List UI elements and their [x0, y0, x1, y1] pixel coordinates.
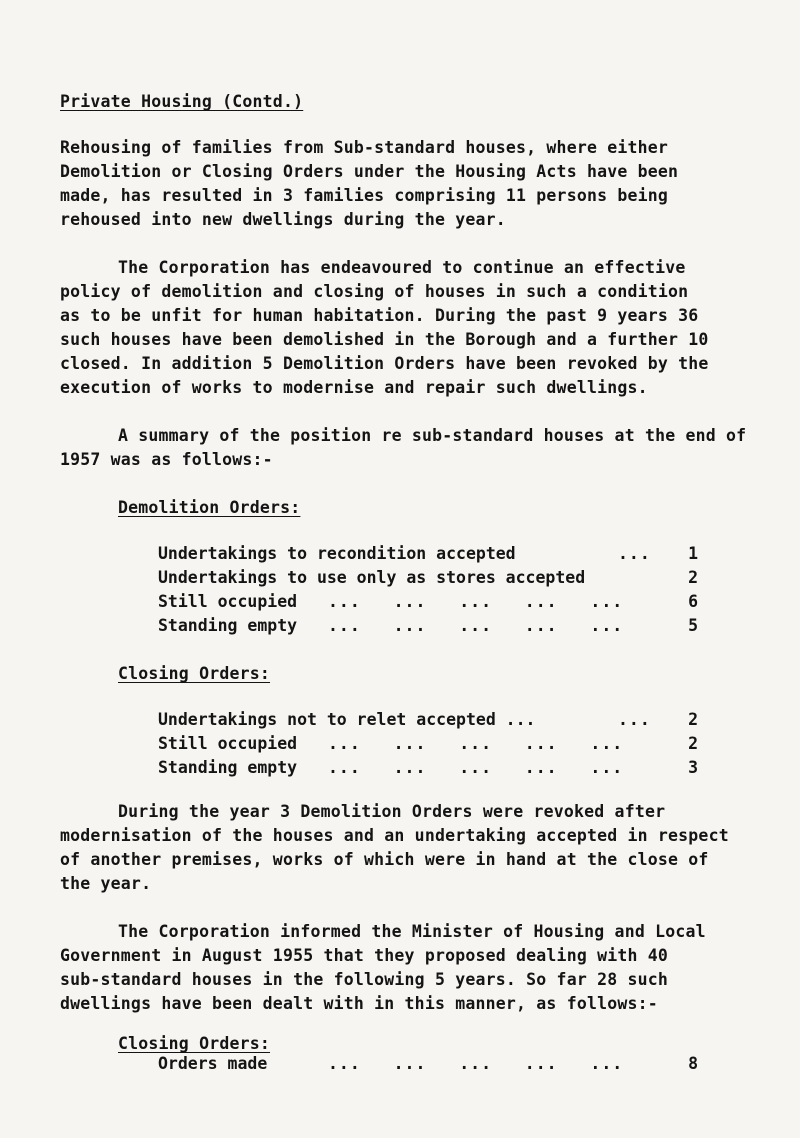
summary-row: [158, 614, 698, 638]
row-value: 2: [688, 568, 698, 587]
row-value: 2: [688, 710, 698, 729]
row-value: 2: [688, 734, 698, 753]
summary-row: [158, 708, 698, 732]
summary-row: [158, 756, 698, 780]
summary-row: [158, 590, 698, 614]
summary-row: [158, 1054, 698, 1074]
row-label: Still occupied: [158, 592, 298, 611]
leader-dots: ...: [618, 544, 651, 563]
leader-dots: ... ... ... ... ...: [328, 758, 624, 777]
row-value: 1: [688, 544, 698, 563]
paragraph-line: the year.: [60, 874, 152, 893]
summary-row: [158, 566, 698, 590]
row-label: Standing empty: [158, 616, 298, 635]
row-label: Orders made: [158, 1054, 268, 1073]
paragraph-line: Rehousing of families from Sub-standard houses, where either: [60, 138, 669, 157]
paragraph-line: rehoused into new dwellings during the year.: [60, 210, 506, 229]
paragraph-line: During the year 3 Demolition Orders were revoked after: [118, 802, 666, 821]
row-label: Standing empty: [158, 758, 298, 777]
paragraph-line: as to be unfit for human habitation. During the past 9 years 36: [60, 306, 699, 325]
paragraph-line: dwellings have been dealt with in this manner, as follows:-: [60, 994, 658, 1013]
row-value: 3: [688, 758, 698, 777]
leader-dots: ... ... ... ... ...: [328, 616, 624, 635]
row-value: 8: [688, 1054, 698, 1073]
section-title: Demolition Orders:: [118, 498, 301, 517]
row-label: Still occupied: [158, 734, 298, 753]
paragraph-line: such houses have been demolished in the Borough and a further 10: [60, 330, 709, 349]
row-label: Undertakings to use only as stores accepted: [158, 568, 586, 587]
paragraph-line: execution of works to modernise and repair such dwellings.: [60, 378, 648, 397]
paragraph-line: made, has resulted in 3 families comprising 11 persons being: [60, 186, 669, 205]
section-title: Closing Orders:: [118, 1034, 271, 1053]
row-value: 6: [688, 592, 698, 611]
paragraph-line: Government in August 1955 that they proposed dealing with 40: [60, 946, 669, 965]
row-label: Undertakings not to relet accepted ...: [158, 710, 536, 729]
summary-row: [158, 732, 698, 756]
leader-dots: ... ... ... ... ...: [328, 734, 624, 753]
paragraph-line: policy of demolition and closing of houses in such a condition: [60, 282, 689, 301]
row-value: 5: [688, 616, 698, 635]
paragraph-line: closed. In addition 5 Demolition Orders have been revoked by the: [60, 354, 709, 373]
leader-dots: ...: [618, 710, 651, 729]
page-heading: Private Housing (Contd.): [60, 92, 304, 111]
row-label: Undertakings to recondition accepted: [158, 544, 516, 563]
paragraph-line: sub-standard houses in the following 5 years. So far 28 such: [60, 970, 669, 989]
summary-row: [158, 542, 698, 566]
paragraph-line: The Corporation has endeavoured to continue an effective: [118, 258, 686, 277]
leader-dots: ... ... ... ... ...: [328, 592, 624, 611]
paragraph-line: of another premises, works of which were in hand at the close of: [60, 850, 709, 869]
paragraph-line: The Corporation informed the Minister of Housing and Local: [118, 922, 706, 941]
paragraph-line: Demolition or Closing Orders under the Housing Acts have been: [60, 162, 679, 181]
paragraph-line: 1957 was as follows:-: [60, 450, 273, 469]
section-title: Closing Orders:: [118, 664, 271, 683]
paragraph-line: modernisation of the houses and an undertaking accepted in respect: [60, 826, 729, 845]
paragraph-line: A summary of the position re sub-standard houses at the end of: [118, 426, 747, 445]
leader-dots: ... ... ... ... ...: [328, 1054, 624, 1073]
